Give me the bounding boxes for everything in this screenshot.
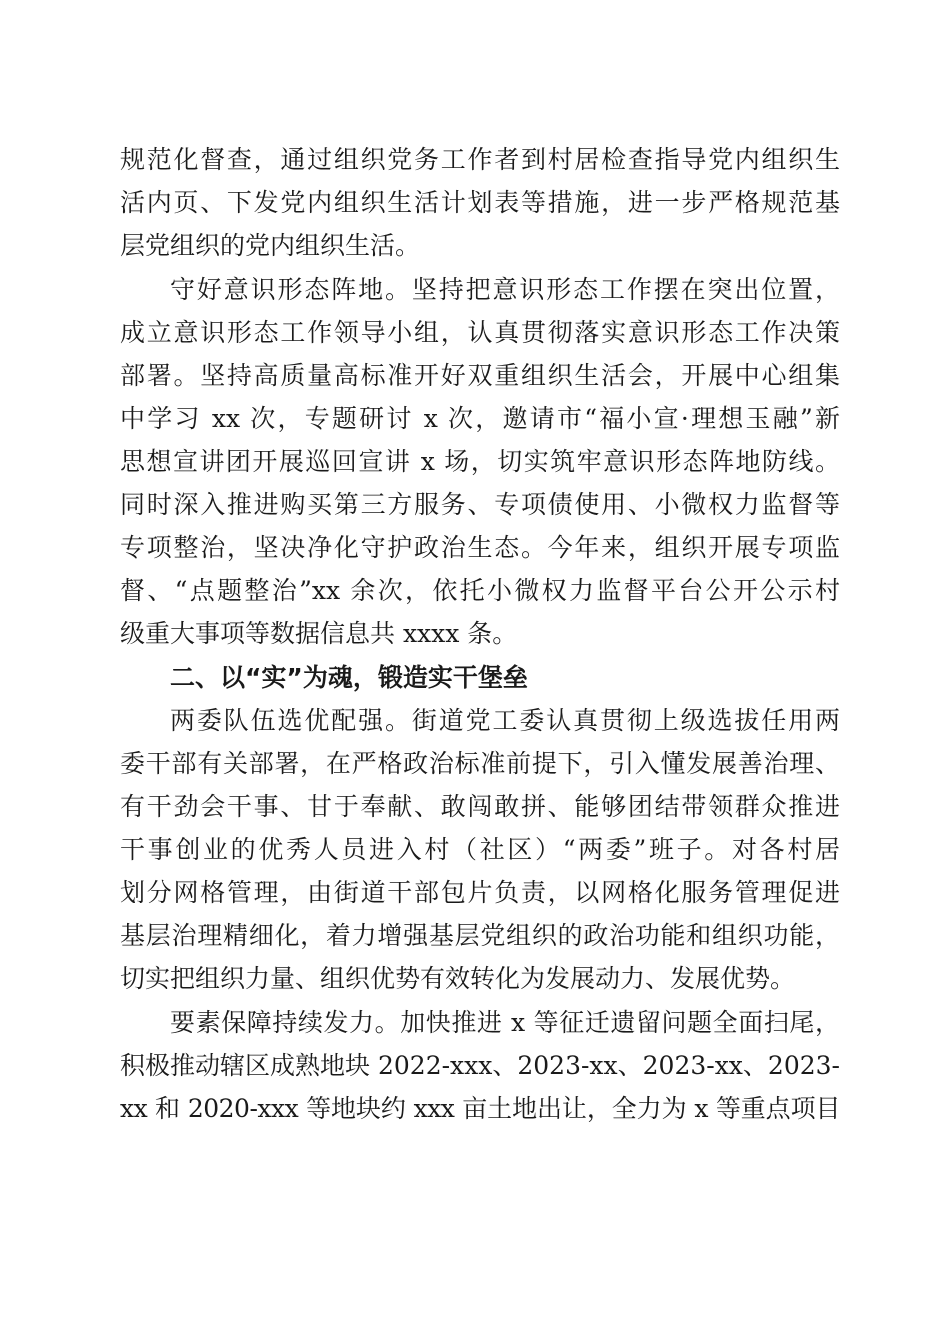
paragraph-4-line-3: xx 和 2020-xxx 等地块约 xxx 亩土地出让，全力为 x 等重点项目 xyxy=(120,1094,840,1123)
paragraph-2-line-2: 成立意识形态工作领导小组，认真贯彻落实意识形态工作决策 xyxy=(120,318,840,347)
paragraph-4-line-2: 积极推动辖区成熟地块 2022-xxx、2023-xx、2023-xx、2023- xyxy=(120,1051,840,1080)
paragraph-2-line-1: 守好意识形态阵地。坚持把意识形态工作摆在突出位置， xyxy=(170,275,840,304)
paragraph-1-line-2: 活内页、下发党内组织生活计划表等措施，进一步严格规范基 xyxy=(120,188,840,217)
paragraph-2-line-6: 同时深入推进购买第三方服务、专项债使用、小微权力监督等 xyxy=(120,490,840,519)
paragraph-2-line-9: 级重大事项等数据信息共 xxxx 条。 xyxy=(120,619,518,648)
paragraph-3-line-7: 切实把组织力量、组织优势有效转化为发展动力、发展优势。 xyxy=(120,964,796,993)
paragraph-2-line-3: 部署。坚持高质量高标准开好双重组织生活会，开展中心组集 xyxy=(120,361,840,390)
paragraph-4-line-1: 要素保障持续发力。加快推进 x 等征迁遗留问题全面扫尾， xyxy=(170,1008,840,1037)
paragraph-1-line-1: 规范化督查，通过组织党务工作者到村居检查指导党内组织生 xyxy=(120,145,840,174)
paragraph-1-line-3: 层党组织的党内组织生活。 xyxy=(120,231,421,260)
paragraph-3-line-6: 基层治理精细化，着力增强基层党组织的政治功能和组织功能， xyxy=(120,921,840,950)
paragraph-3-line-3: 有干劲会干事、甘于奉献、敢闯敢拼、能够团结带领群众推进 xyxy=(120,792,840,821)
paragraph-2-line-4: 中学习 xx 次，专题研讨 x 次，邀请市“福小宣·理想玉融”新 xyxy=(120,404,840,433)
paragraph-2-line-5: 思想宣讲团开展巡回宣讲 x 场，切实筑牢意识形态阵地防线。 xyxy=(120,447,840,476)
paragraph-3-line-4: 干事创业的优秀人员进入村（社区）“两委”班子。对各村居 xyxy=(120,835,840,864)
paragraph-3-line-2: 委干部有关部署，在严格政治标准前提下，引入懂发展善治理、 xyxy=(120,749,840,778)
paragraph-3-line-5: 划分网格管理，由街道干部包片负责，以网格化服务管理促进 xyxy=(120,878,840,907)
paragraph-3-line-1: 两委队伍选优配强。街道党工委认真贯彻上级选拔任用两 xyxy=(170,706,840,735)
paragraph-2-line-7: 专项整治，坚决净化守护政治生态。今年来，组织开展专项监 xyxy=(120,533,840,562)
section-heading: 二、以“实”为魂，锻造实干堡垒 xyxy=(170,663,528,692)
paragraph-2-line-8: 督、“点题整治”xx 余次，依托小微权力监督平台公开公示村 xyxy=(120,576,840,605)
